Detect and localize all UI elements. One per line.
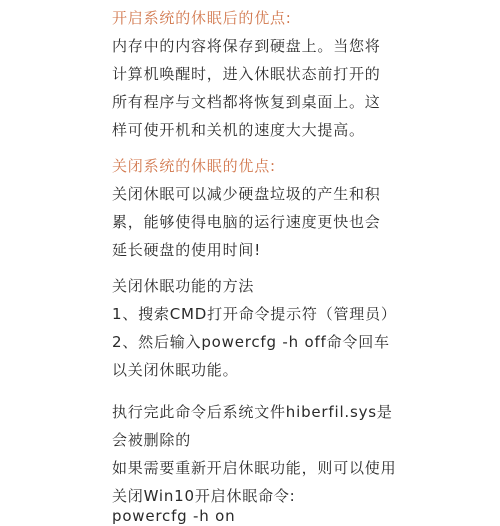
paragraph-line: 关闭休眠可以减少硬盘垃圾的产生和积 [112, 185, 381, 203]
section-heading-disable-hibernate-advantages: 关闭系统的休眠的优点: [112, 157, 276, 175]
method-step: 2、然后输入powercfg -h off命令回车 [112, 333, 390, 351]
paragraph-line: 累，能够使得电脑的运行速度更快也会 [112, 213, 381, 231]
paragraph-line: 关闭Win10开启休眠命令: [112, 487, 296, 505]
paragraph-line: 如果需要重新开启休眠功能，则可以使用 [112, 459, 397, 477]
method-step: 以关闭休眠功能。 [112, 361, 239, 379]
section-heading-enable-hibernate-advantages: 开启系统的休眠后的优点: [112, 9, 292, 27]
method-title: 关闭休眠功能的方法 [112, 277, 255, 295]
command-line: powercfg -h on [112, 507, 236, 525]
paragraph-line: 所有程序与文档都将恢复到桌面上。这 [112, 93, 381, 111]
paragraph-line: 计算机唤醒时，进入休眠状态前打开的 [112, 65, 381, 83]
paragraph-line: 会被删除的 [112, 431, 192, 449]
method-step: 1、搜索CMD打开命令提示符（管理员） [112, 305, 397, 323]
paragraph-line: 执行完此命令后系统文件hiberfil.sys是 [112, 403, 393, 421]
paragraph-line: 内存中的内容将保存到硬盘上。当您将 [112, 37, 381, 55]
paragraph-line: 延长硬盘的使用时间! [112, 241, 262, 259]
paragraph-line: 样可使开机和关机的速度大大提高。 [112, 121, 365, 139]
